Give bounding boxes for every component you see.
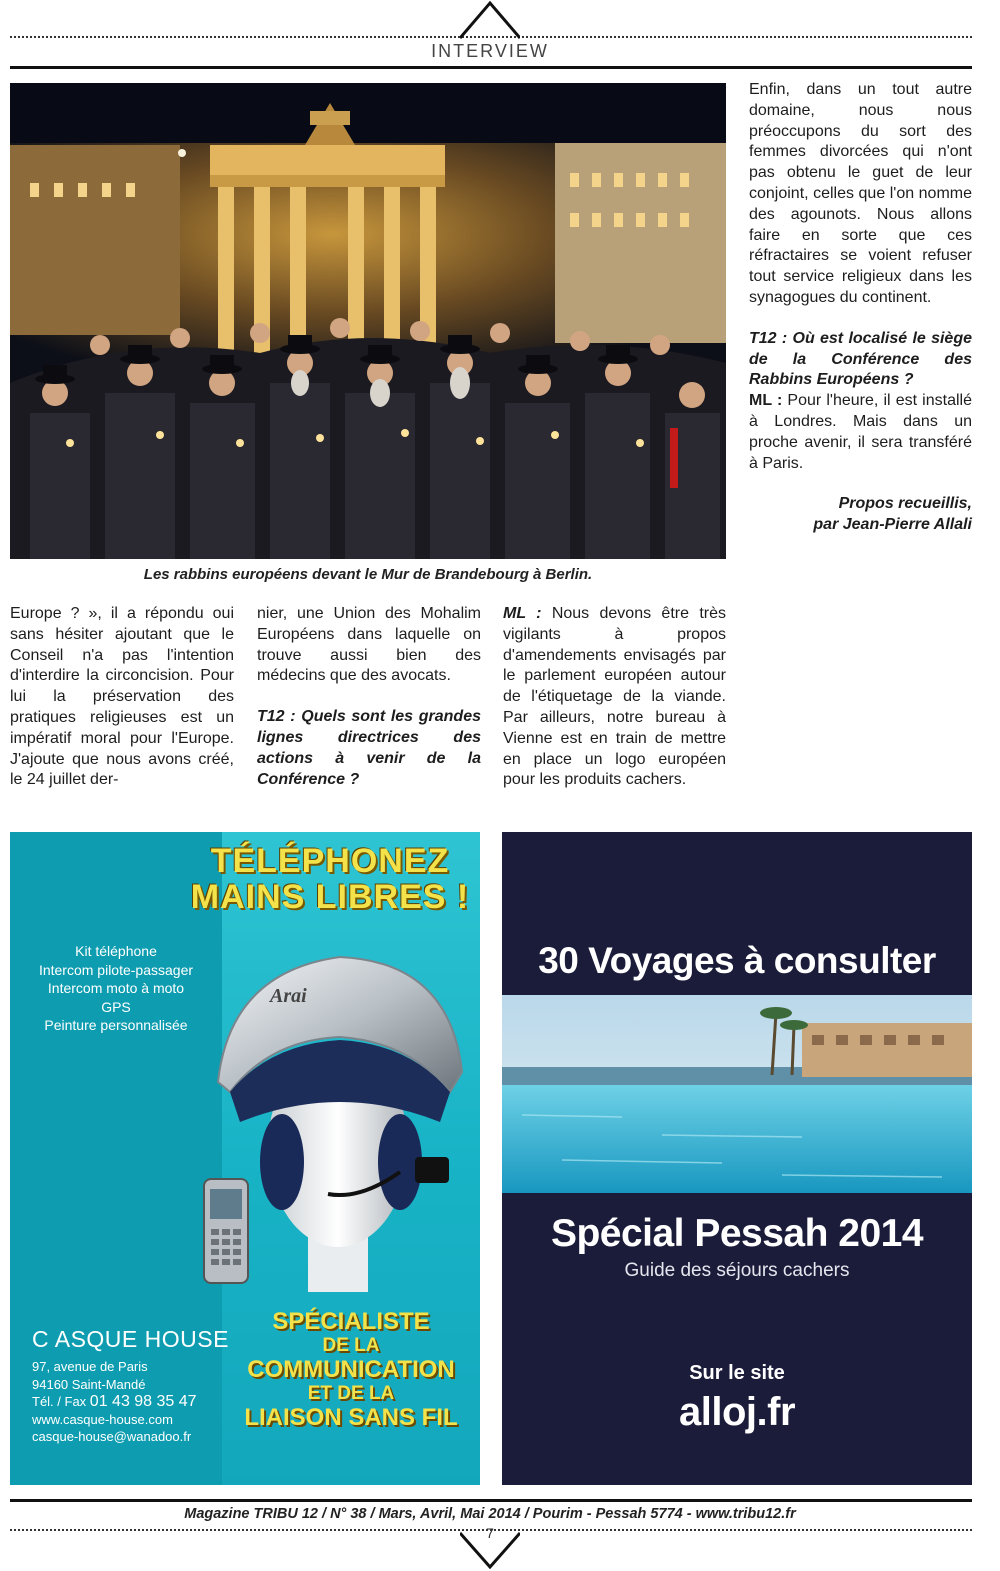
interview-answer [749,391,972,474]
slogan-line: SPÉCIALISTE [272,1308,430,1335]
address-line: 94160 Saint-Mandé [32,1376,146,1392]
answer-text: Pour l'heure, il est installé à Londres. Mais dans un proche avenir, il sera transféré à Paris. [749,392,972,472]
alloj-advertisement [502,832,972,1485]
footer-credit: Magazine TRIBU 12 / N° 38 / Mars, Avril, Mai 2014 / Pourim - Pessah 5774 - www.tribu12.fr [184,1506,796,1522]
interview-question: T12 : Où est localisé le siège de la Conférence des Rabbins Européens ? [749,329,972,389]
ad-guide-subtitle: Guide des séjours cachers [624,1260,850,1281]
interview-answer [503,604,726,791]
feature-item: GPS [101,998,131,1015]
page-number: 7 [486,1525,494,1541]
signature-line-1: Propos recueillis, [838,495,972,513]
feature-item: Intercom moto à moto [47,980,185,996]
ad-title: 30 Voyages à consulter [538,940,936,981]
slogan-line: LIAISON SANS FIL [244,1404,458,1431]
article-paragraph: nier, une Union des Mohalim Européens dans laquelle on trouve aussi bien des médecins que des avocats. [257,605,481,685]
casque-house-brand: C ASQUE HOUSE [32,1326,229,1352]
ad-feature-list [10,942,222,1035]
footer-rule [10,1499,972,1502]
slogan-line: COMMUNICATION [247,1356,455,1383]
mobile-phone-illustration [202,1177,250,1285]
casque-house-advertisement [10,832,480,1485]
article-column-2 [257,604,481,790]
phone-line [32,1393,197,1411]
slogan-line: ET DE LA [307,1383,395,1404]
article-right-column [749,80,972,536]
header-triangle-ornament [460,0,520,40]
header-rule [10,66,972,69]
feature-item: Kit téléphone [75,943,157,959]
casque-house-contact [32,1358,197,1446]
answer-speaker: ML : [749,392,783,410]
signature-line-2: par Jean-Pierre Allali [813,516,972,534]
helmet-brand-label: Arai [270,985,307,1007]
website-line: www.casque-house.com [32,1411,173,1427]
article-paragraph: Enfin, dans un tout autre domaine, nous nous préoccupons du sort des femmes divorcées qui n'ont pas obtenu le guet de leur conjoint, celles que l'on nomme des agounots. Nous allons faire en sorte que ces réfractaires se voient refuser tout service religieux dans les synagogues du continent. [749,81,972,306]
phone-label: Tél. / Fax [32,1394,90,1409]
address-line: 97, avenue de Paris [32,1359,148,1374]
ad-slogan [222,1310,480,1430]
ad-special-title: Spécial Pessah 2014 [550,1212,924,1255]
slogan-line: DE LA [322,1335,380,1356]
feature-item: Intercom pilote-passager [38,961,194,978]
ad-site-name: alloj.fr [678,1390,796,1434]
answer-speaker: ML : [503,605,542,622]
phone-number: 01 43 98 35 47 [89,1393,197,1410]
email-line: casque-house@wanadoo.fr [32,1429,192,1444]
pool-photo [502,995,972,1193]
article-column-3 [503,604,726,791]
photo-caption: Les rabbins européens devant le Mur de Brandebourg à Berlin. [143,566,593,583]
article-paragraph: Europe ? », il a répondu oui sans hésiter ajoutant que le Conseil n'a pas l'intention d'interdire la circoncision. Pour lui la préservation des pratiques religieuses est un impératif moral pour l'Europe. J'ajoute que nous avons créé, le 24 juillet der- [10,605,234,789]
rabbis-berlin-photo [10,83,726,559]
ad-headline-1: TÉLÉPHONEZ [210,842,450,880]
answer-text: Nous devons être très vigilants à propos d'amendements envisagés par le parlement européen autour de l'étiquetage de la viande. Par ailleurs, notre bureau à Vienne est en train de mettre en place un logo européen pour les produits cachers. [503,605,727,789]
section-title: INTERVIEW [431,41,549,61]
ad-site-label: Sur le site [689,1362,785,1384]
interview-question: T12 : Quels sont les grandes lignes directrices des actions à venir de la Conférence ? [257,708,481,788]
ad-headline-2: MAINS LIBRES ! [190,878,470,916]
feature-item: Peinture personnalisée [44,1017,188,1033]
article-column-1 [10,604,234,791]
